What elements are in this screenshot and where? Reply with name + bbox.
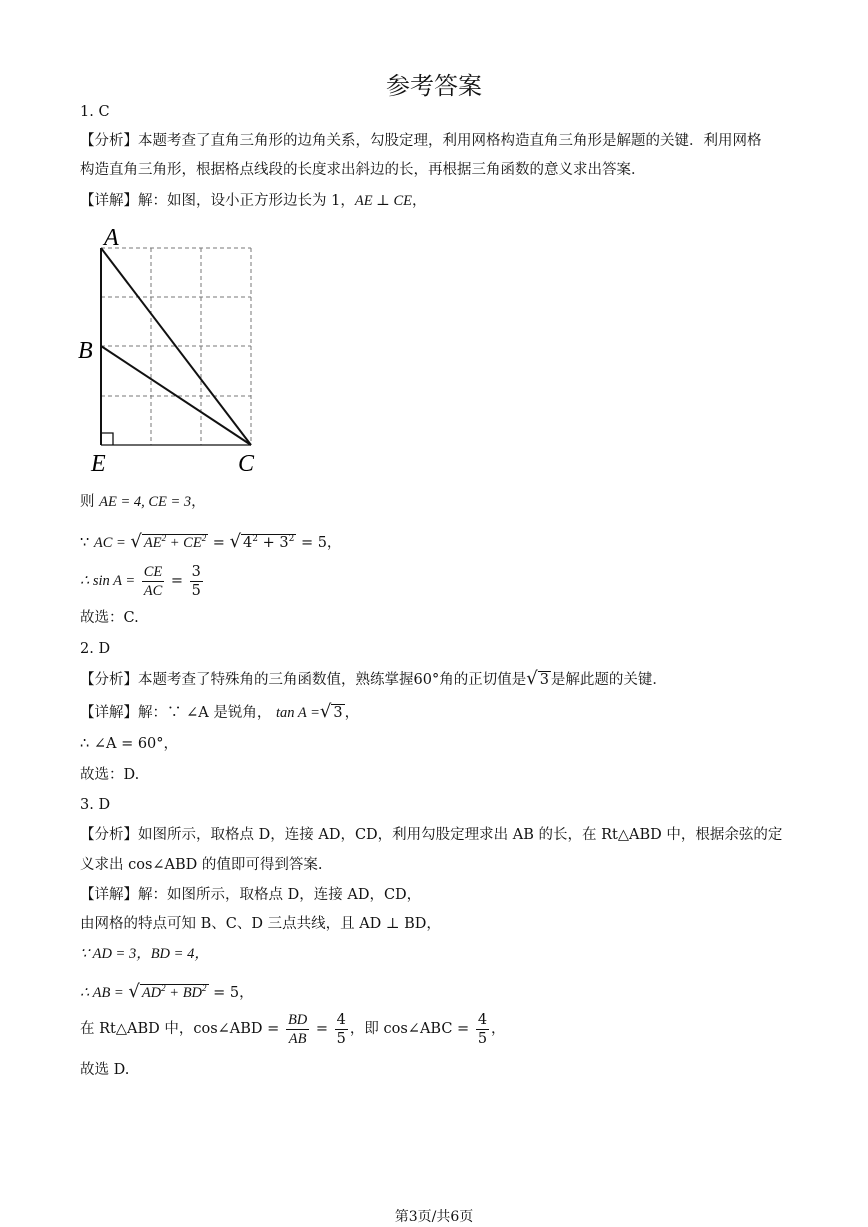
- q1-analysis-line2: 构造直角三角形，根据格点线段的长度求出斜边的长，再根据三角函数的意义求出答案．: [80, 162, 646, 178]
- q3-rt-suffix: ，: [491, 1021, 506, 1037]
- q3-therefore: [80, 978, 254, 1003]
- page-title: 参考答案: [386, 72, 482, 100]
- q1-exp: 2: [252, 534, 259, 544]
- q2-detail-expr: tan A =: [275, 705, 320, 721]
- q3-frac2-den: 5: [336, 1030, 346, 1047]
- q1-then-prefix: 则: [80, 494, 100, 510]
- q2-detail-rad: 3: [333, 705, 343, 721]
- q1-then-expr: AE = 4, CE = 3: [99, 494, 192, 510]
- q3-exp: 2: [202, 983, 207, 993]
- q2-choice: 故选：D.: [80, 767, 140, 783]
- q3-detail-line2: 由网格的特点可知 B、C、D 三点共线，且 AD ⊥ BD，: [80, 916, 441, 932]
- q3-frac2-num: 4: [336, 1011, 346, 1028]
- q3-detail-line1: 【详解】解：如图所示，取格点 D，连接 AD，CD，: [80, 887, 422, 903]
- q3-rt: [80, 1010, 506, 1048]
- q1-detail: [80, 191, 426, 211]
- q1-frac2-num: 3: [191, 563, 201, 580]
- sqrt-symbol: √: [229, 530, 242, 552]
- q1-sqrt1: [142, 534, 208, 551]
- q1-frac1-num: CE: [143, 563, 163, 580]
- sqrt-symbol: √: [130, 530, 142, 552]
- q3-eq: =: [315, 1021, 329, 1037]
- q2-detail-prefix: 【详解】解：∵ ∠A 是锐角，: [80, 705, 272, 721]
- q1-detail-expr: AE ⊥ CE: [354, 193, 412, 209]
- q2-detail-suffix: ，: [344, 705, 360, 721]
- q2-analysis: [80, 669, 667, 690]
- q1-then-suffix: ，: [191, 494, 206, 510]
- q2-analysis-suffix: 是解此题的关键．: [550, 672, 667, 688]
- q3-frac3: [476, 1011, 489, 1048]
- label-C: C: [238, 451, 255, 477]
- sqrt-symbol: √: [526, 668, 538, 689]
- q1-exp: 2: [161, 533, 167, 543]
- q2-analysis-angle: 60°: [413, 672, 440, 688]
- q1-analysis-line1: 【分析】本题考查了直角三角形的边角关系，勾股定理，利用网格构造直角三角形是解题的关键．利用网格: [80, 133, 762, 149]
- q3-plus: + BD: [165, 984, 203, 1001]
- q1-frac1-den: AC: [143, 582, 163, 599]
- label-E: E: [91, 451, 106, 477]
- q2-analysis-mid: 角的正切值是: [439, 672, 527, 688]
- q1-plus2: + 3: [258, 534, 289, 551]
- page-footer: 第3页/共6页: [394, 1209, 474, 1225]
- q3-analysis-line1: 【分析】如图所示，取格点 D，连接 AD，CD，利用勾股定理求出 AB 的长，在 Rt△ABD 中，根据余弦的定: [80, 827, 783, 843]
- q1-rad2: 4: [243, 534, 253, 551]
- q3-frac1: [286, 1011, 309, 1048]
- q3-rt-mid: ，即 cos∠ABC =: [349, 1021, 470, 1037]
- q1-eq2: =: [170, 573, 184, 589]
- q2-detail: [80, 702, 359, 723]
- label-B: B: [78, 338, 93, 364]
- q1-result: = 5，: [296, 534, 342, 551]
- q1-because-prefix: ∵: [80, 534, 94, 551]
- q3-result: = 5，: [208, 984, 254, 1001]
- q1-detail-suffix: ，: [411, 193, 427, 209]
- q3-frac3-num: 4: [477, 1011, 488, 1028]
- q1-exp: 2: [288, 534, 295, 544]
- q1-rad1: AE: [143, 534, 162, 551]
- q1-answer: 1. C: [80, 104, 110, 120]
- q2-analysis-prefix: 【分析】本题考查了特殊角的三角函数值，熟练掌握: [80, 672, 414, 688]
- q1-exp: 2: [201, 533, 207, 543]
- q1-sqrt2: [241, 534, 296, 551]
- q1-therefore-prefix: ∴ sin A =: [80, 573, 136, 589]
- q2-analysis-rad: 3: [539, 672, 549, 688]
- q1-frac1: [142, 563, 165, 600]
- q3-frac1-den: AB: [288, 1030, 307, 1047]
- q3-therefore-prefix: ∴ AB =: [80, 984, 124, 1001]
- q1-choice: 故选：C.: [80, 610, 139, 626]
- q3-exp: 2: [161, 983, 166, 993]
- q1-therefore: [80, 562, 205, 600]
- q3-frac3-den: 5: [477, 1030, 488, 1047]
- q3-frac2: [335, 1011, 348, 1048]
- q3-because: ∵ AD = 3，BD = 4，: [80, 946, 209, 962]
- q1-eq: =: [208, 534, 225, 551]
- q3-analysis-line2: 义求出 cos∠ABD 的值即可得到答案.: [80, 857, 323, 873]
- q3-sqrt: [140, 984, 209, 1001]
- q3-rt-prefix: 在 Rt△ABD 中，cos∠ABD =: [80, 1021, 280, 1037]
- q1-because: [80, 528, 341, 553]
- q1-because-lhs: AC =: [93, 534, 126, 551]
- q2-therefore: ∴ ∠A = 60°，: [80, 736, 179, 752]
- q3-frac1-num: BD: [287, 1011, 308, 1028]
- q3-answer: 3. D: [80, 797, 111, 813]
- q1-frac2: [190, 563, 203, 600]
- q1-grid-figure: [76, 222, 276, 480]
- q1-detail-prefix: 【详解】解：如图，设小正方形边长为 1，: [80, 193, 355, 209]
- q3-rad: AD: [141, 984, 162, 1001]
- q1-plus1: + CE: [166, 534, 202, 551]
- label-A: A: [104, 225, 119, 251]
- q3-choice: 故选 D.: [80, 1062, 130, 1078]
- q2-answer: 2. D: [80, 641, 111, 657]
- sqrt-symbol: √: [128, 980, 140, 1002]
- sqrt-symbol: √: [319, 701, 332, 722]
- q1-frac2-den: 5: [191, 582, 201, 599]
- q1-then: [80, 492, 206, 512]
